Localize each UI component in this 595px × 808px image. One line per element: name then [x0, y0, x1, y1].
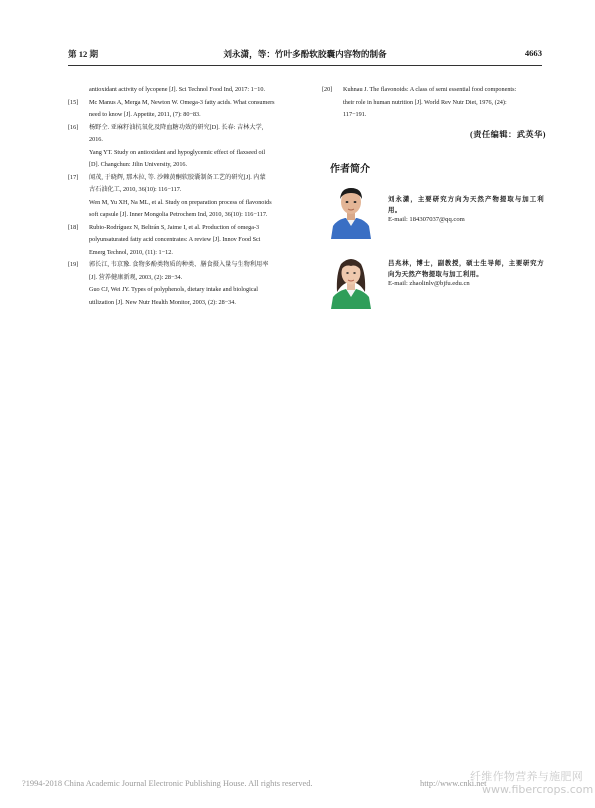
reference-line: Guo CJ, Wei JY. Types of polyphenols, dietary intake and biological — [89, 286, 259, 293]
author-email: E-mail: 184307037@qq.com — [388, 216, 465, 223]
reference-number: [16] — [68, 123, 79, 131]
authors-section-title: 作者简介 — [330, 164, 370, 175]
reference-line: Yang YT. Study on antioxidant and hypoglycemic effect of flaxseed oil — [89, 148, 266, 156]
author-bio — [388, 194, 544, 226]
reference-item — [68, 84, 304, 97]
watermark-text: 纤维作物营养与施肥网 — [470, 770, 583, 783]
reference-line: utilization [J]. New Nutr Health Monitor, 2003, (2): 28−34. — [89, 298, 236, 306]
reference-item — [68, 259, 304, 309]
reference-line: Emerg Technol, 2010, (11): 1−12. — [89, 248, 173, 256]
reference-number: [19] — [68, 261, 79, 268]
reference-line: 闻茂, 于晓辉, 那木拉, 等. 沙棘黄酮软胶囊制备工艺的研究[J]. 内蒙 — [89, 173, 266, 181]
copyright-notice: ?1994-2018 China Academic Journal Electronic Publishing House. All rights reserved. — [22, 779, 313, 788]
issue-number: 第 12 期 — [68, 49, 99, 59]
reference-line: polyunsaturated fatty acid concentrates: A review [J]. Innov Food Sci — [89, 236, 261, 243]
footer-url[interactable]: http://www.cnki.net — [420, 779, 487, 788]
references-left-column — [68, 84, 304, 309]
references-right-column — [322, 84, 546, 141]
editor-note: (责任编辑：武英华) — [470, 129, 546, 139]
reference-number: [18] — [68, 223, 79, 231]
site-watermark — [470, 770, 594, 804]
watermark-url: www.fibercrops.com — [482, 783, 594, 796]
header-rule — [68, 65, 542, 66]
reference-line: Mc Manus A, Merga M, Newton W. Omega-3 fatty acids. What consumers — [89, 98, 275, 106]
reference-line: 杨野仝. 亚麻籽油抗氧化及降血糖功效的研究[D]. 长春: 吉林大学, — [89, 123, 264, 131]
reference-line: Rubio-Rodríguez N, Beltrán S, Jaime I, et al. Production of omega-3 — [89, 223, 260, 231]
reference-line: 117−191. — [343, 111, 367, 118]
reference-line: Wen M, Yu XH, Na ML, et al. Study on preparation process of flavonoids — [89, 198, 272, 206]
reference-line: Kuhnau J. The flavonoids: A class of semi essential food components: — [343, 86, 517, 93]
reference-item — [68, 222, 304, 260]
reference-line: [D]. Changchun: Jilin University, 2016. — [89, 161, 188, 168]
author-bio — [388, 258, 544, 290]
reference-number: [15] — [68, 98, 79, 106]
reference-line: their role in human nutrition [J]. World Rev Nutr Diet, 1976, (24): — [343, 98, 507, 106]
reference-item — [68, 172, 304, 222]
reference-line: need to know [J]. Appetite, 2011, (7): 80−83. — [89, 111, 201, 118]
reference-item — [322, 84, 546, 122]
page-number: 4663 — [524, 48, 542, 58]
reference-line: 2016. — [89, 136, 103, 143]
reference-number: [17] — [68, 173, 79, 181]
reference-line: 古石油化工, 2010, 36(10): 116−117. — [89, 186, 182, 193]
running-header — [68, 48, 542, 62]
reference-number: [20] — [322, 86, 333, 93]
reference-line: 郭长江, 韦京豫. 食物多酚类物质的种类、膳食摄入量与生物利用率 — [89, 261, 269, 268]
author-description: 刘永潇，主要研究方向为天然产物提取与加工利用。 — [388, 195, 544, 214]
author-photo — [329, 182, 373, 239]
reference-line: [J]. 营养健康新观, 2003, (2): 28−34. — [89, 273, 183, 281]
reference-item — [68, 122, 304, 172]
reference-item — [68, 97, 304, 122]
running-title: 刘永潇，等：竹叶多酚软胶囊内容物的制备 — [223, 49, 387, 59]
author-description: 吕兆林，博士，副教授，硕士生导师，主要研究方向为天然产物提取与加工利用。 — [388, 259, 544, 278]
author-email: E-mail: zhaolinlv@bjfu.edu.cn — [388, 280, 470, 287]
reference-line: soft capsule [J]. Inner Mongolia Petrochem Ind, 2010, 36(10): 116−117. — [89, 211, 268, 218]
author-photo — [329, 252, 373, 309]
reference-line: antioxidant activity of lycopene [J]. Sci Technol Food Ind, 2017: 1−10. — [89, 86, 265, 93]
